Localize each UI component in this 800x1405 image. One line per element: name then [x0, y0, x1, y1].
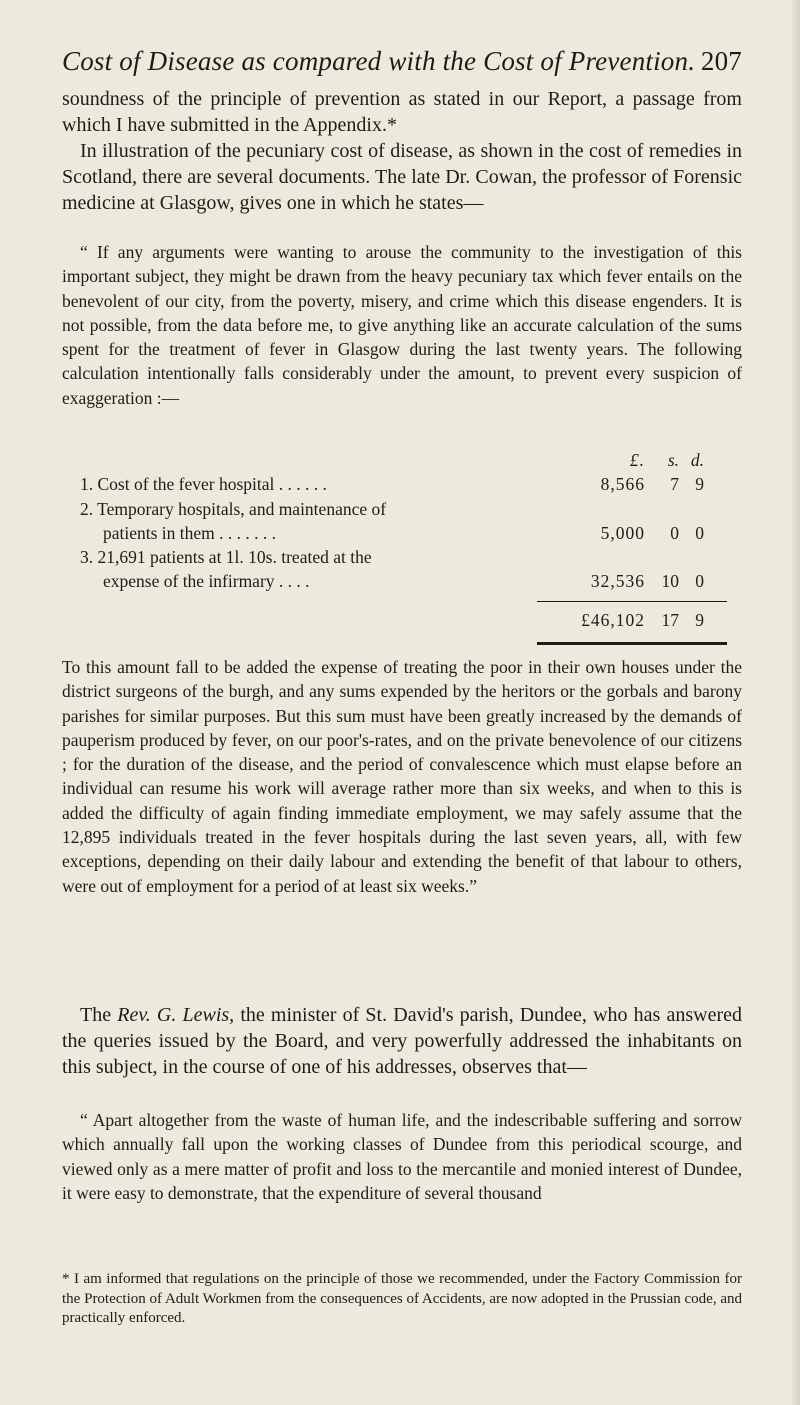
- col-pounds: £.: [629, 450, 645, 470]
- quote-lewis: “ Apart altogether from the waste of human life, and the indescribable suffering and sorrow which annually fall upon the working classes of Dundee from this periodical scourge, and viewed only as a mere matter of profit and loss to the mercantile and monied interest of Dundee, it were easy to demonstrate, that the expenditure of several thousand: [62, 1110, 742, 1203]
- row-pence: 0: [695, 571, 704, 592]
- paragraph-cowan-text: In illustration of the pecuniary cost of disease, as shown in the cost of remedies in Scotland, there are several documents. The late Dr. Cowan, the professor of Forensic medicine at Glasgow, gives one in which he states—: [62, 140, 742, 214]
- row-pence: 9: [695, 474, 704, 495]
- quote-cowan: “ If any arguments were wanting to arouse the community to the investigation of this important subject, they might be drawn from the heavy pecuniary tax which fever entails on the benevolent of our city, from the poverty, misery, and crime which this disease engenders. It is not possible, from the data before me, to give anything like an accurate calculation of the sums spent for the treatment of fever in Glasgow during the last twenty years. The following calculation intentionally falls considerably under the amount, to prevent every suspicion of exaggeration :—: [62, 242, 742, 408]
- paragraph-continuation: soundness of the principle of prevention as stated in our Report, a passage from which I have submitted in the Appendix.*: [62, 88, 742, 136]
- running-header: [62, 46, 742, 82]
- total-pounds: £46,102: [581, 609, 645, 630]
- col-pence: d.: [690, 450, 704, 470]
- page-edge-shadow: [790, 0, 800, 1405]
- running-title: Cost of Disease as compared with the Cost of Prevention.: [62, 46, 696, 76]
- footnote: * I am informed that regulations on the principle of those we recommended, under the Factory Commission for the Protection of Adult Workmen from the consequences of Accidents, are now adopted in the Prussian code, and practically enforced.: [62, 1271, 742, 1326]
- row-label: 2. Temporary hospitals, and maintenance of: [80, 498, 387, 519]
- total-pence: 9: [695, 609, 704, 630]
- table-row-continuation: [62, 521, 742, 545]
- row-shillings: 0: [670, 522, 679, 543]
- table-row: [62, 472, 742, 496]
- row-label-continuation: expense of the infirmary . . . .: [103, 571, 310, 592]
- row-shillings: 7: [670, 474, 679, 495]
- total-rule: [537, 601, 727, 602]
- row-label-continuation: patients in them . . . . . . .: [103, 522, 277, 543]
- table-row-continuation: [62, 569, 742, 593]
- lewis-pre: The: [80, 1004, 118, 1026]
- lewis-post: the minister of St. David's parish, Dundee, who has answered the queries issued by the Board, and very powerfully addressed the inhabitants on this subject, in the course of one of his addresses, observes that—: [62, 1004, 743, 1078]
- cost-table: [62, 448, 742, 632]
- row-pence: 0: [695, 522, 704, 543]
- row-label: 1. Cost of the fever hospital . . . . . .: [80, 474, 327, 495]
- row-shillings: 10: [661, 571, 679, 592]
- quote-cowan-continued: To this amount fall to be added the expense of treating the poor in their own houses under the district surgeons of the burgh, and any sums expended by the heritors or the gorbals and barony parishes for similar purposes. But this sum must have been greatly increased by the demands of pauperism produced by fever, on our poor's-rates, and on the private benevolence of our citizens ; for the duration of the disease, and the period of convalescence which must elapse before an individual can resume his work will average rather more than six weeks, and when to this is added the difficulty of again finding immediate employment, we may safely assume that the 12,895 individuals treated in the fever hospitals during the last seven years, all, with few exceptions, depending on their daily labour and extending the benefit of that labour to others, were out of employment for a period of at least six weeks.”: [62, 657, 742, 896]
- total-shillings: 17: [661, 609, 679, 630]
- paragraph-cowan-intro: [62, 138, 742, 216]
- page-number: 207: [700, 46, 742, 76]
- total-double-rule: [537, 642, 727, 645]
- row-pounds: 8,566: [600, 474, 645, 495]
- table-row: [62, 497, 742, 521]
- row-label: 3. 21,691 patients at 1l. 10s. treated at the: [80, 547, 372, 568]
- row-pounds: 5,000: [600, 522, 645, 543]
- row-pounds: 32,536: [590, 571, 645, 592]
- lewis-name: Rev. G. Lewis,: [117, 1004, 235, 1026]
- table-total-row: [62, 608, 742, 632]
- table-header-row: [62, 448, 742, 472]
- paragraph-lewis: [62, 1002, 742, 1080]
- col-shillings: s.: [667, 450, 679, 470]
- table-row: [62, 545, 742, 569]
